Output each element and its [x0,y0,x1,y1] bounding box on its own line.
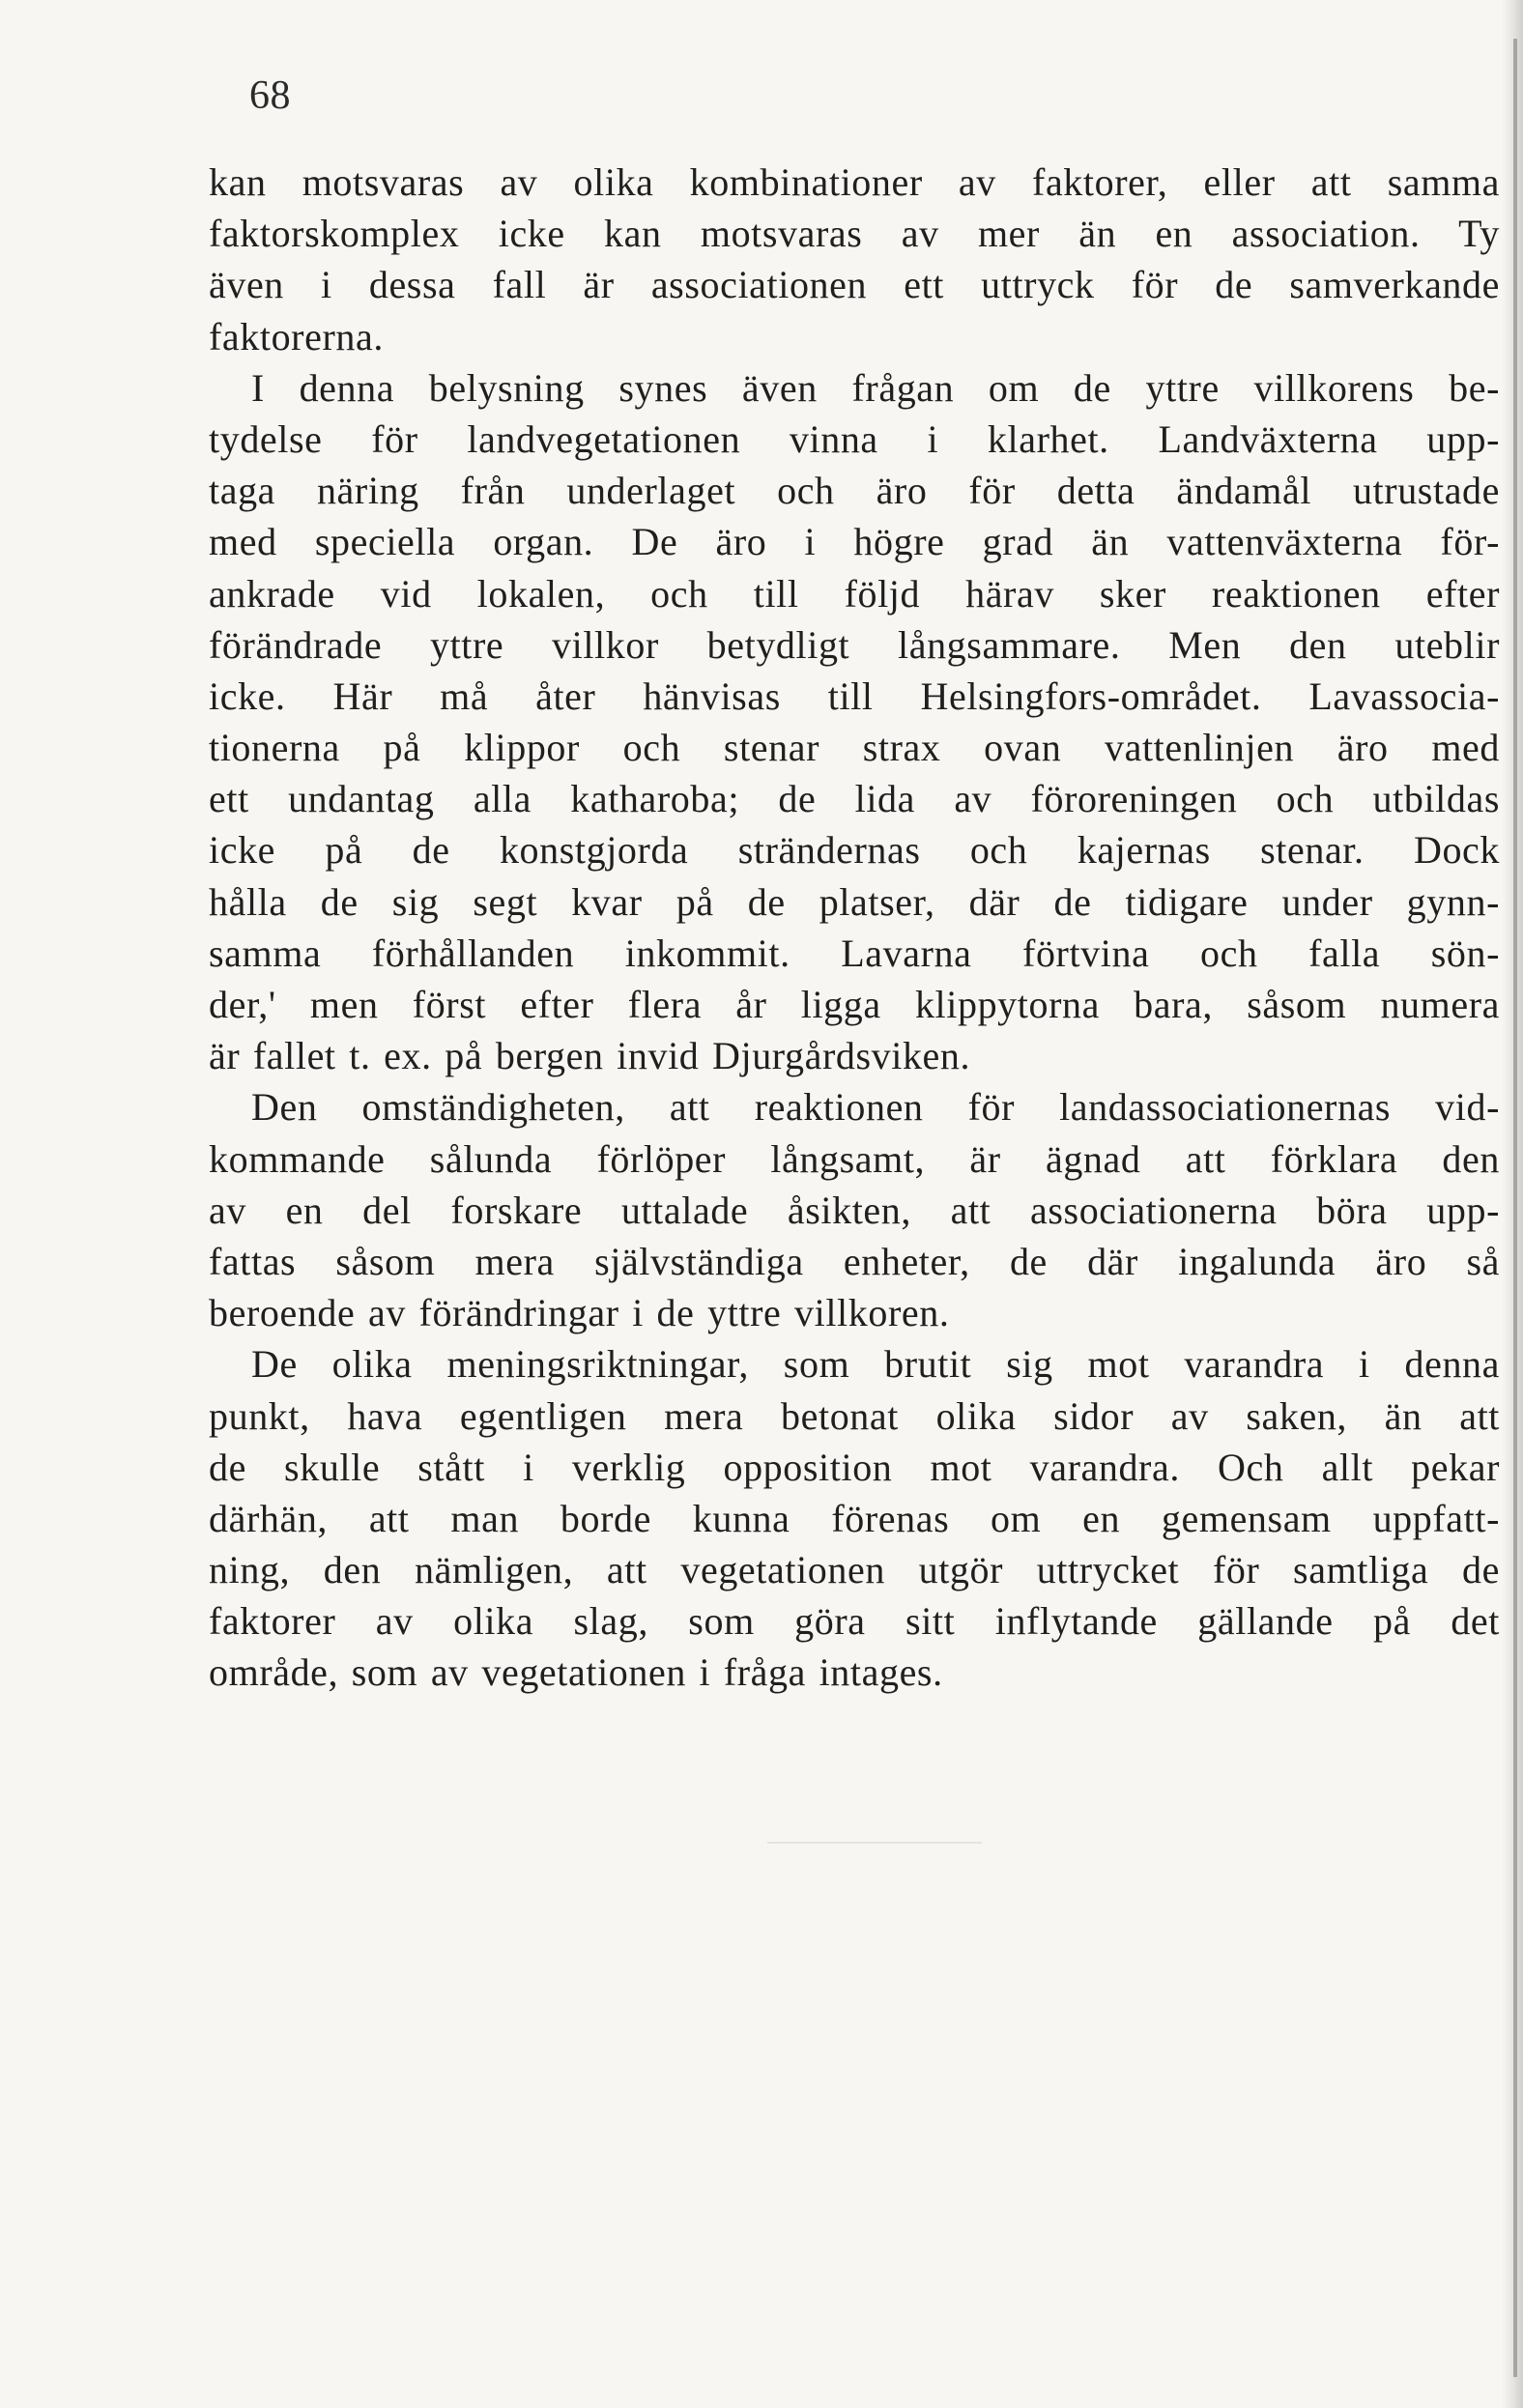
text-line: samma förhållanden inkommit. Lavarna förtvina och falla sön- [209,931,1500,975]
text-line: område, som av vegetationen i fråga intages. [209,1650,943,1695]
text-line: icke. Här må åter hänvisas till Helsingfors-området. Lavassocia- [209,674,1500,718]
text-line: därhän, att man borde kunna förenas om en gemensam uppfatt- [209,1496,1500,1540]
page-number: 68 [249,73,291,118]
page-edge-shadow [1502,0,1523,2408]
body-text [209,157,1500,1699]
text-line: kan motsvaras av olika kombinationer av faktorer, eller att samma [209,160,1500,204]
text-line: ett undantag alla katharoba; de lida av föroreningen och utbildas [209,777,1500,821]
text-line: även i dessa fall är associationen ett uttryck för de samverkande [209,263,1500,307]
text-line: punkt, hava egentligen mera betonat olika sidor av saken, än att [209,1393,1500,1438]
text-line: kommande sålunda förlöper långsamt, är ägnad att förklara den [209,1136,1500,1181]
text-line: De olika meningsriktningar, som brutit sig mot varandra i denna [251,1342,1500,1387]
text-line: Den omständigheten, att reaktionen för landassociationernas vid- [251,1085,1500,1130]
text-line: de skulle stått i verklig opposition mot varandra. Och allt pekar [209,1445,1500,1489]
text-line: med speciella organ. De äro i högre grad än vattenväxterna för- [209,520,1500,564]
text-line: faktorskomplex icke kan motsvaras av mer än en association. Ty [209,212,1500,256]
page-edge-line [1513,39,1517,2377]
text-line: faktorer av olika slag, som göra sitt inflytande gällande på det [209,1599,1500,1644]
text-line: fattas såsom mera självständiga enheter, de där ingalunda äro så [209,1239,1500,1283]
text-line: förändrade yttre villkor betydligt långsammare. Men den uteblir [209,622,1500,667]
text-line: beroende av förändringar i de yttre villkoren. [209,1291,950,1335]
text-line: tydelse för landvegetationen vinna i klarhet. Landväxterna upp- [209,416,1500,461]
text-line: är fallet t. ex. på bergen invid Djurgårdsviken. [209,1034,971,1078]
text-line: tionerna på klippor och stenar strax ovan vattenlinjen äro med [209,726,1500,770]
text-line: taga näring från underlaget och äro för detta ändamål utrustade [209,469,1500,513]
text-line: hålla de sig segt kvar på de platser, där de tidigare under gynn- [209,879,1500,924]
text-line: der,' men först efter flera år ligga klippytorna bara, såsom numera [209,983,1500,1026]
text-line: I denna belysning synes även frågan om de yttre villkorens be- [251,365,1500,410]
text-line: av en del forskare uttalade åsikten, att associationerna böra upp- [209,1188,1500,1232]
text-line: ning, den nämligen, att vegetationen utgör uttrycket för samtliga de [209,1548,1500,1592]
faint-rule [767,1842,982,1844]
text-line: faktorerna. [209,314,384,358]
text-line: ankrade vid lokalen, och till följd härav sker reaktionen efter [209,571,1500,616]
text-line: icke på de konstgjorda strändernas och kajernas stenar. Dock [209,828,1500,873]
